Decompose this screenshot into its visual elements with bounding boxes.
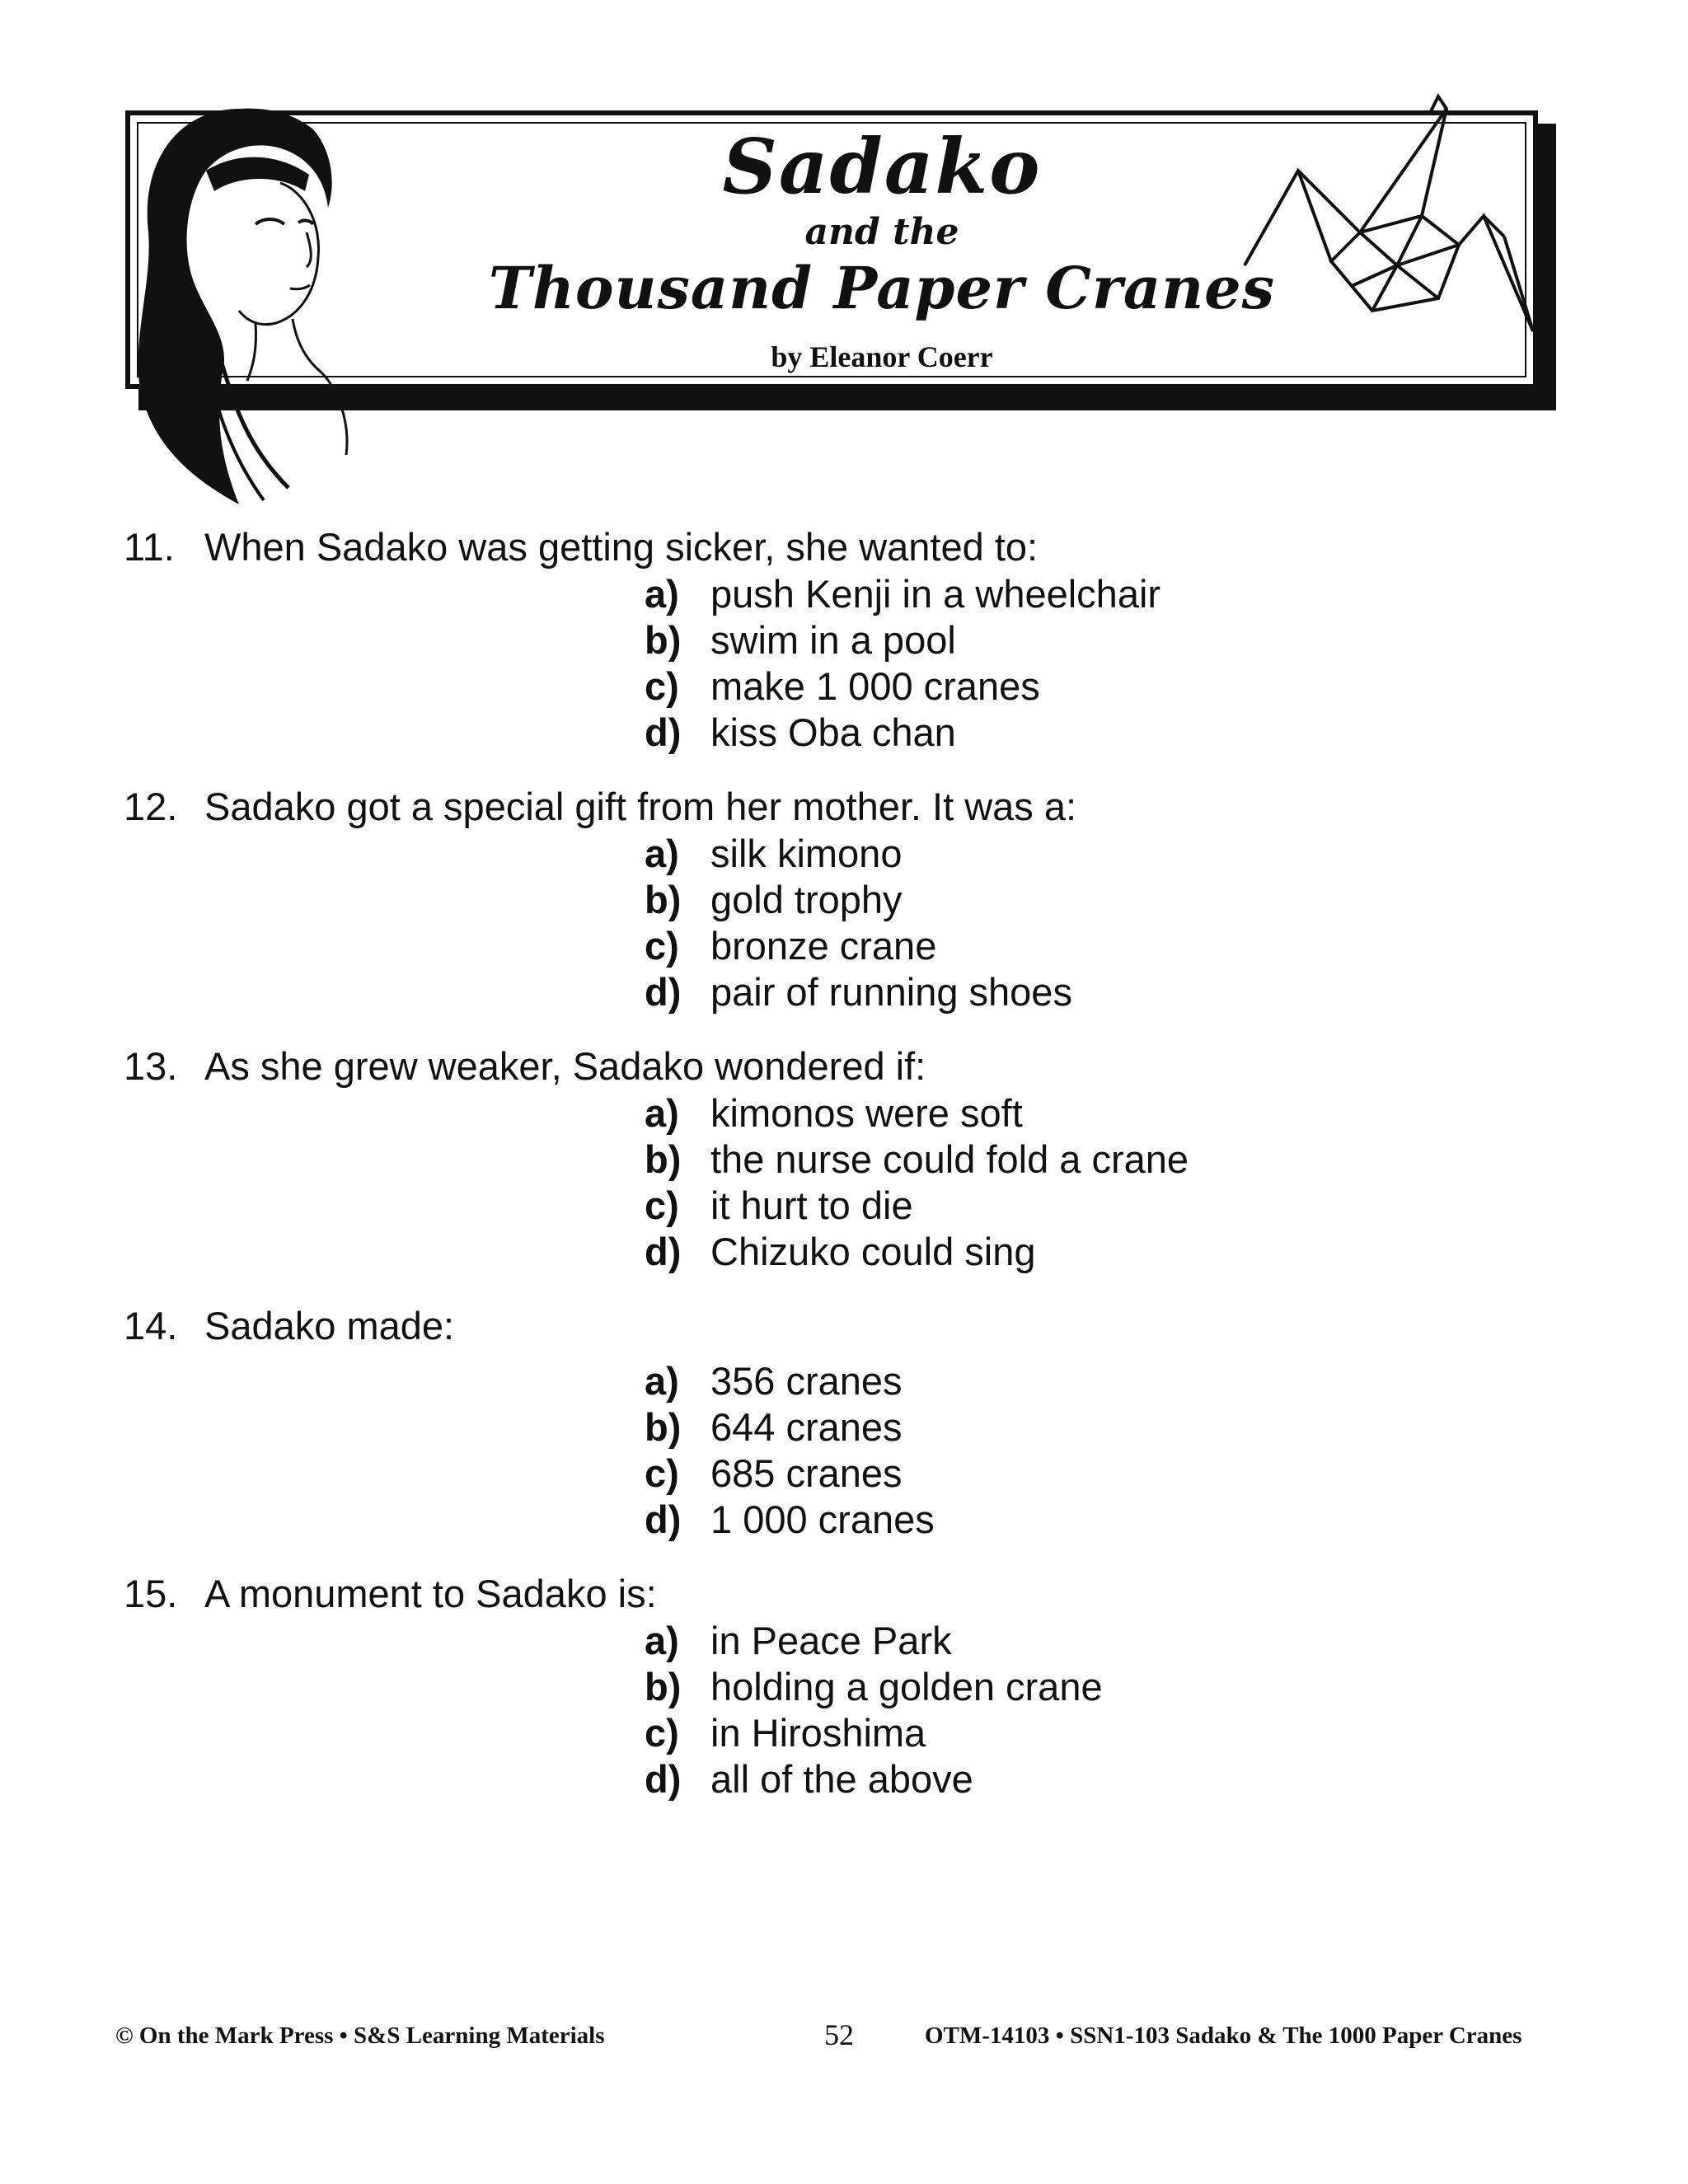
option-text: 356 cranes: [710, 1359, 903, 1403]
option-15d: [645, 1756, 973, 1802]
question-number: 12.: [124, 785, 178, 828]
option-15b: [645, 1664, 1103, 1709]
option-text: it hurt to die: [710, 1183, 913, 1227]
option-text: all of the above: [710, 1757, 973, 1801]
option-letter: d): [645, 1230, 682, 1273]
option-letter: d): [645, 1497, 682, 1541]
option-14b: [645, 1404, 903, 1450]
question-number: 13.: [124, 1044, 178, 1088]
footer-product-code: OTM-14103 • SSN1-103 Sadako & The 1000 Paper Cranes: [925, 2022, 1522, 2049]
option-11d: [645, 710, 956, 755]
option-13c: [645, 1183, 913, 1228]
option-letter: b): [645, 1405, 682, 1449]
question-stem: When Sadako was getting sicker, she wanted to:: [204, 525, 1039, 569]
question-11: [124, 524, 1038, 569]
option-text: in Hiroshima: [710, 1711, 926, 1755]
option-letter: a): [645, 1619, 679, 1662]
option-14a: [645, 1358, 903, 1404]
question-12: [124, 784, 1076, 829]
option-text: push Kenji in a wheelchair: [710, 572, 1161, 616]
option-letter: c): [645, 664, 679, 708]
question-13: [124, 1043, 926, 1089]
option-text: 685 cranes: [710, 1451, 903, 1495]
option-text: swim in a pool: [710, 618, 956, 662]
option-text: gold trophy: [710, 878, 903, 921]
option-letter: c): [645, 1711, 679, 1755]
option-14d: [645, 1497, 935, 1542]
question-number: 14.: [124, 1304, 178, 1347]
option-text: silk kimono: [710, 832, 903, 875]
question-stem: As she grew weaker, Sadako wondered if:: [204, 1044, 926, 1088]
option-letter: a): [645, 832, 679, 875]
option-text: 1 000 cranes: [710, 1497, 935, 1541]
option-letter: d): [645, 710, 682, 754]
option-12b: [645, 877, 903, 922]
option-letter: c): [645, 1183, 679, 1227]
option-11a: [645, 571, 1160, 616]
option-letter: c): [645, 924, 679, 968]
author-byline: by Eleanor Coerr: [771, 340, 993, 373]
option-14c: [645, 1451, 903, 1496]
title-subtitle: Thousand Paper Cranes: [488, 254, 1276, 322]
option-text: pair of running shoes: [710, 970, 1072, 1014]
option-11b: [645, 617, 956, 663]
option-text: Chizuko could sing: [710, 1230, 1036, 1273]
option-12a: [645, 831, 902, 876]
question-stem: Sadako got a special gift from her mother. It was a:: [204, 785, 1077, 828]
option-12c: [645, 923, 936, 968]
option-text: bronze crane: [710, 924, 937, 968]
page-number: 52: [824, 2018, 854, 2051]
option-letter: b): [645, 618, 682, 662]
option-15a: [645, 1618, 952, 1663]
option-text: make 1 000 cranes: [710, 664, 1040, 708]
title-sadako: Sadako: [722, 122, 1042, 211]
option-11c: [645, 663, 1040, 709]
option-letter: b): [645, 878, 682, 921]
question-stem: A monument to Sadako is:: [204, 1572, 657, 1615]
question-stem: Sadako made:: [204, 1304, 455, 1347]
option-13d: [645, 1229, 1036, 1274]
question-15: [124, 1571, 657, 1616]
option-letter: a): [645, 1091, 679, 1135]
option-letter: c): [645, 1451, 679, 1495]
option-12d: [645, 969, 1072, 1015]
option-letter: a): [645, 572, 679, 616]
option-text: the nurse could fold a crane: [710, 1137, 1189, 1181]
option-text: in Peace Park: [710, 1619, 952, 1662]
question-number: 11.: [124, 525, 175, 569]
option-text: kiss Oba chan: [710, 710, 956, 754]
option-13b: [645, 1137, 1189, 1182]
option-letter: d): [645, 970, 682, 1014]
option-letter: b): [645, 1137, 682, 1181]
option-text: holding a golden crane: [710, 1665, 1103, 1708]
option-text: 644 cranes: [710, 1405, 903, 1449]
question-14: [124, 1303, 454, 1348]
option-letter: a): [645, 1359, 679, 1403]
option-text: kimonos were soft: [710, 1091, 1023, 1135]
option-15c: [645, 1710, 926, 1755]
girl-portrait-illustration: [115, 92, 379, 513]
option-letter: b): [645, 1665, 682, 1708]
option-letter: d): [645, 1757, 682, 1801]
question-number: 15.: [124, 1572, 178, 1615]
option-13a: [645, 1090, 1023, 1136]
title-connector: and the: [804, 211, 959, 253]
footer-copyright: © On the Mark Press • S&S Learning Materials: [115, 2022, 605, 2049]
